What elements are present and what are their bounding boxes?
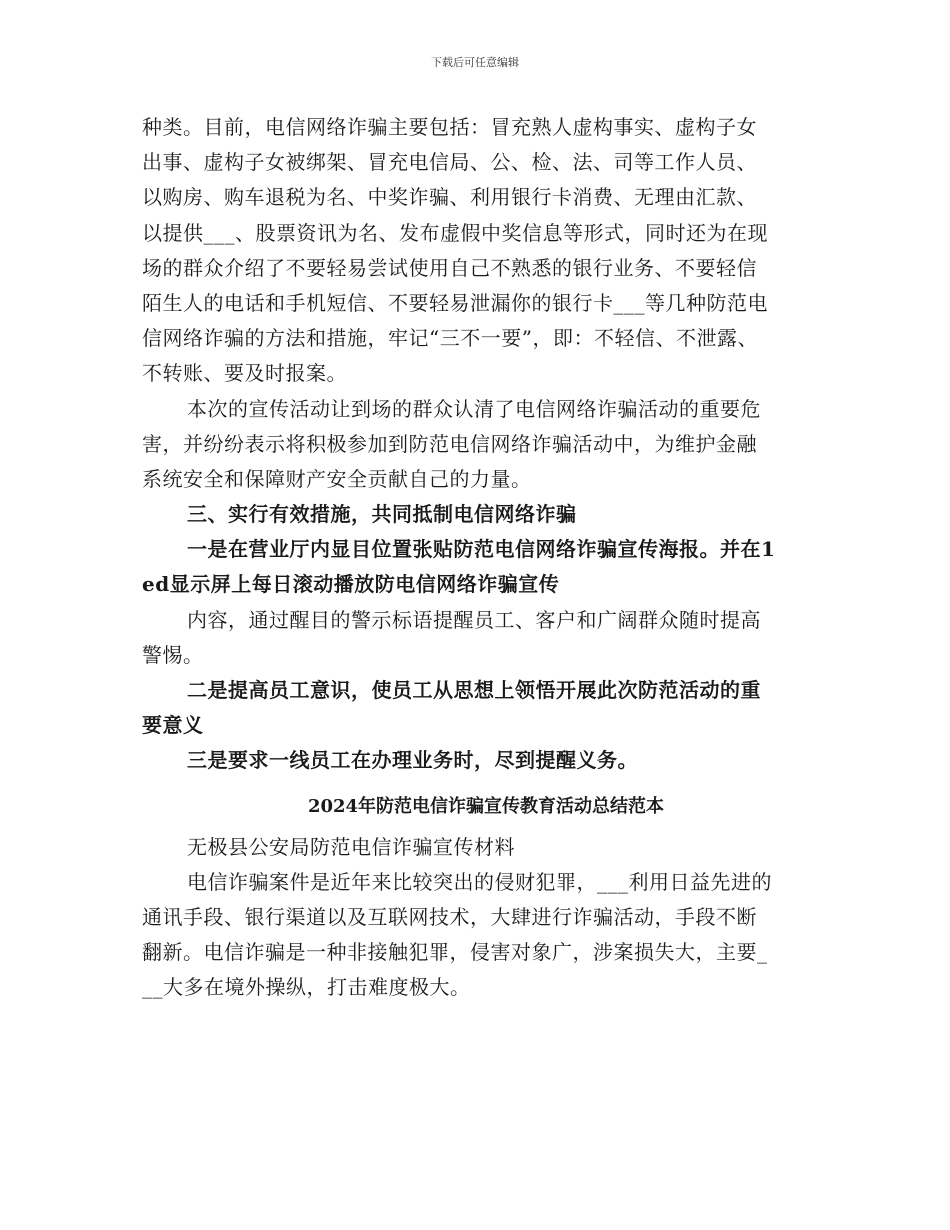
- text-line: 种类。目前，电信网络诈骗主要包括：冒充熟人虚构事实、虚构子女: [142, 115, 757, 139]
- text-line: 要意义: [142, 713, 204, 738]
- header-note: 下载后可任意编辑: [431, 56, 519, 69]
- text-line: 一是在营业厅内显目位置张贴防范电信网络诈骗宣传海报。并在1: [187, 537, 776, 562]
- paragraph-fraud-types: [142, 110, 812, 392]
- text-line: 信网络诈骗的方法和措施，牢记“三不一要”，即：不轻信、不泄露、: [142, 326, 758, 351]
- document-body: [142, 110, 812, 1006]
- text-line: 系统安全和保障财产安全贡献自己的力量。: [142, 466, 532, 491]
- text-line: 以提供___、股票资讯为名、发布虚假中奖信息等形式，同时还为在现: [142, 220, 768, 245]
- paragraph-fraud-intro: [142, 865, 812, 1006]
- text-line: 以购房、购车退税为名、中奖诈骗、利用银行卡消费、无理由汇款、: [142, 185, 757, 210]
- text-line: 陌生人的电话和手机短信、不要轻易泄漏你的银行卡___等几种防范电: [142, 290, 768, 315]
- document-title: 2024年防范电信诈骗宣传教育活动总结范本: [307, 795, 665, 817]
- text-line: 二是提高员工意识，使员工从思想上领悟开展此次防范活动的重: [187, 678, 761, 702]
- text-line: 内容，通过醒目的警示标语提醒员工、客户和广阔群众随时提高: [187, 607, 761, 632]
- text-line: __大多在境外操纵，打击难度极大。: [142, 975, 471, 1000]
- text-line: 场的群众介绍了不要轻易尝试使用自己不熟悉的银行业务、不要轻信: [142, 255, 757, 280]
- text-line: 翻新。电信诈骗是一种非接触犯罪，侵害对象广，涉案损失大，主要_: [142, 940, 768, 965]
- paragraph-measure-one: [142, 532, 812, 602]
- text-line: 电信诈骗案件是近年来比较突出的侵财犯罪，___利用日益先进的: [187, 869, 772, 894]
- section-heading: 三、实行有效措施，共同抵制电信网络诈骗: [187, 502, 577, 527]
- text-line: ed显示屏上每日滚动播放防电信网络诈骗宣传: [142, 572, 560, 597]
- paragraph-activity-result: [142, 392, 812, 498]
- paragraph-measure-three: 三是要求一线员工在办理业务时，尽到提醒义务。: [187, 748, 638, 773]
- text-line: 害，并纷纷表示将积极参加到防范电信网络诈骗活动中，为维护金融: [142, 431, 757, 456]
- paragraph-measure-one-content: [142, 603, 812, 673]
- text-line: 不转账、要及时报案。: [142, 361, 347, 386]
- text-line: 本次的宣传活动让到场的群众认清了电信网络诈骗活动的重要危: [187, 396, 761, 421]
- paragraph-measure-two: [142, 673, 812, 743]
- text-line: 通讯手段、银行渠道以及互联网技术，大肆进行诈骗活动，手段不断: [142, 904, 757, 929]
- text-line: 出事、虚构子女被绑架、冒充电信局、公、检、法、司等工作人员、: [142, 150, 757, 175]
- text-line: 警惕。: [142, 642, 204, 667]
- document-subtitle: 无极县公安局防范电信诈骗宣传材料: [187, 834, 515, 859]
